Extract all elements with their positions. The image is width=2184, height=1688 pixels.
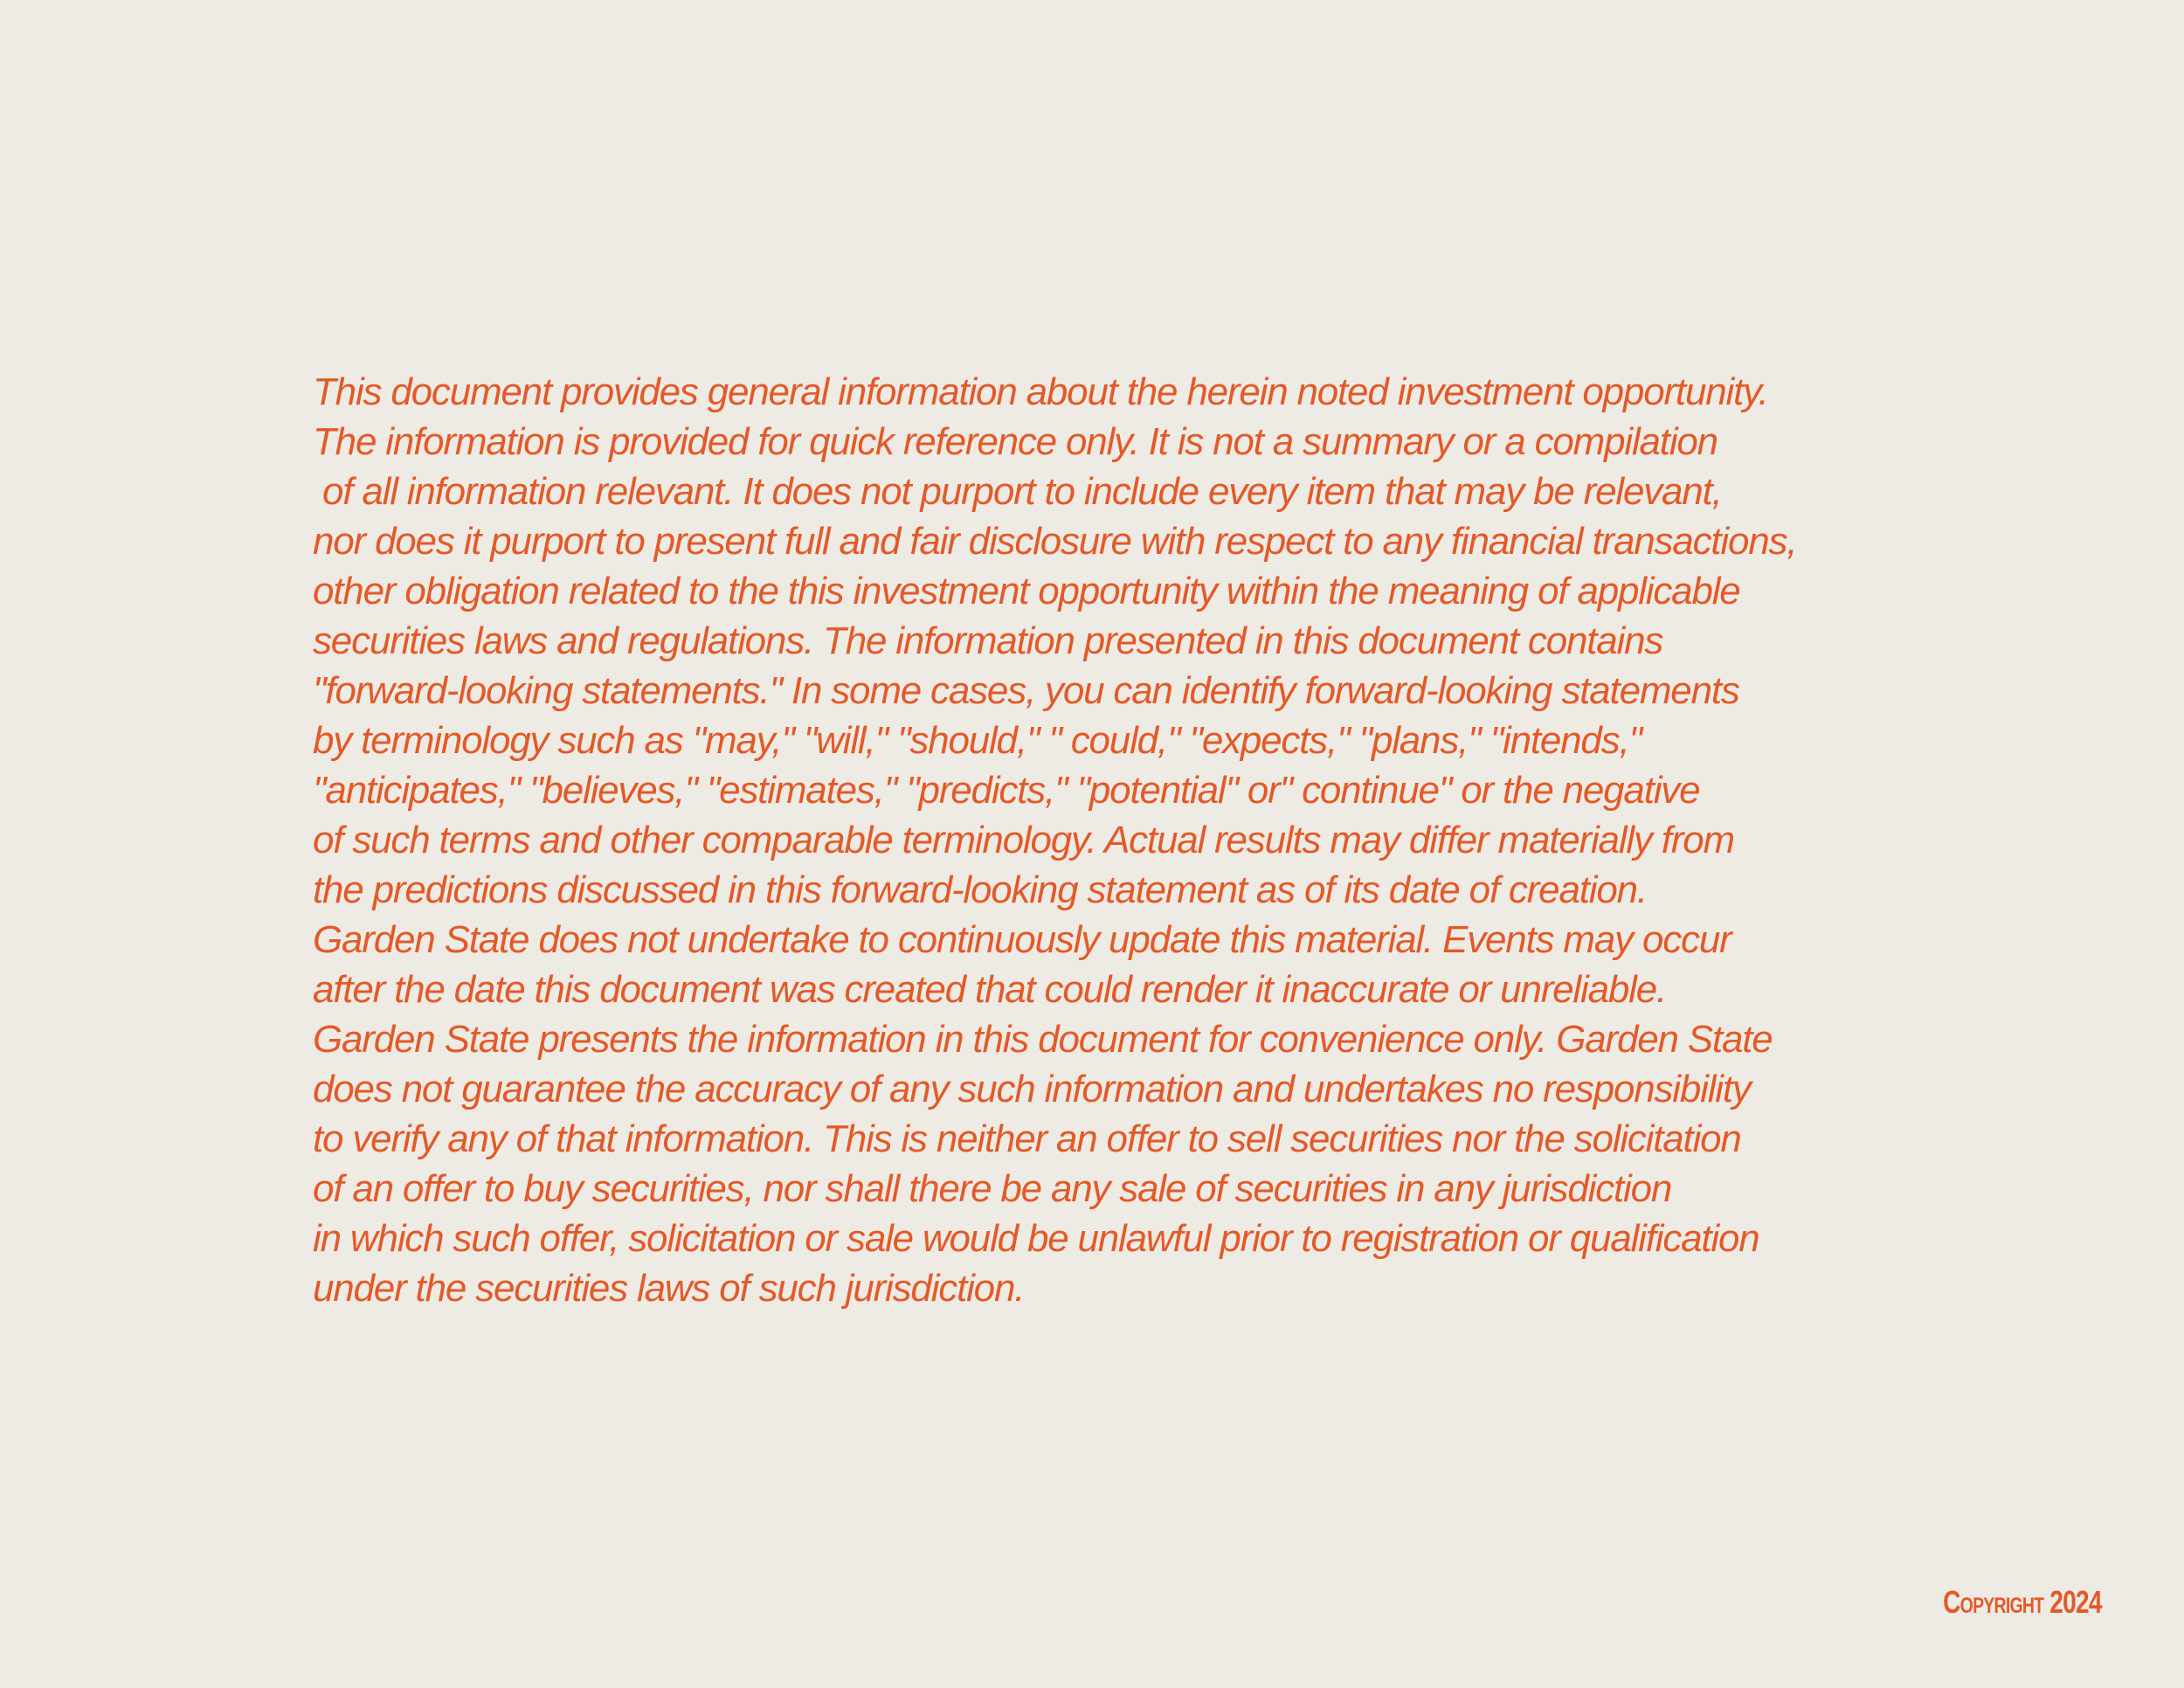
disclaimer-line: does not guarantee the accuracy of any such information and undertakes no responsibility <box>313 1068 1751 1110</box>
disclaimer-line: Garden State does not undertake to continuously update this material. Events may occur <box>313 918 1731 961</box>
copyright-notice: Copyright 2024 <box>1943 1584 2102 1620</box>
disclaimer-line: the predictions discussed in this forward-looking statement as of its date of creation. <box>313 868 1647 911</box>
disclaimer-line: under the securities laws of such jurisdiction. <box>313 1267 1025 1310</box>
disclaimer-line: "anticipates," "believes," "estimates," "predicts," "potential" or" continue" or the negative <box>313 769 1700 812</box>
disclaimer-line: of all information relevant. It does not purport to include every item that may be relevant, <box>313 470 1722 513</box>
disclaimer-line: This document provides general information about the herein noted investment opportunity. <box>313 370 1768 413</box>
disclaimer-line: Garden State presents the information in this document for convenience only. Garden State <box>313 1018 1773 1061</box>
disclaimer-text <box>313 367 2042 1313</box>
disclaimer-line: to verify any of that information. This is neither an offer to sell securities nor the solicitation <box>313 1117 1741 1160</box>
disclaimer-line: of such terms and other comparable terminology. Actual results may differ materially from <box>313 819 1734 861</box>
disclaimer-line: securities laws and regulations. The information presented in this document contains <box>313 619 1663 662</box>
disclaimer-line: by terminology such as "may," "will," "should," " could," "expects," "plans," "intends," <box>313 719 1641 762</box>
disclaimer-line: in which such offer, solicitation or sale would be unlawful prior to registration or qualification <box>313 1217 1759 1260</box>
disclaimer-line: nor does it purport to present full and fair disclosure with respect to any financial transactions, <box>313 520 1797 563</box>
disclaimer-line: The information is provided for quick reference only. It is not a summary or a compilation <box>313 420 1717 463</box>
disclaimer-line: of an offer to buy securities, nor shall there be any sale of securities in any jurisdiction <box>313 1167 1672 1210</box>
disclaimer-line: "forward-looking statements." In some cases, you can identify forward-looking statements <box>313 669 1739 712</box>
disclaimer-line: other obligation related to the this investment opportunity within the meaning of applicable <box>313 570 1740 612</box>
disclaimer-line: after the date this document was created that could render it inaccurate or unreliable. <box>313 968 1666 1011</box>
